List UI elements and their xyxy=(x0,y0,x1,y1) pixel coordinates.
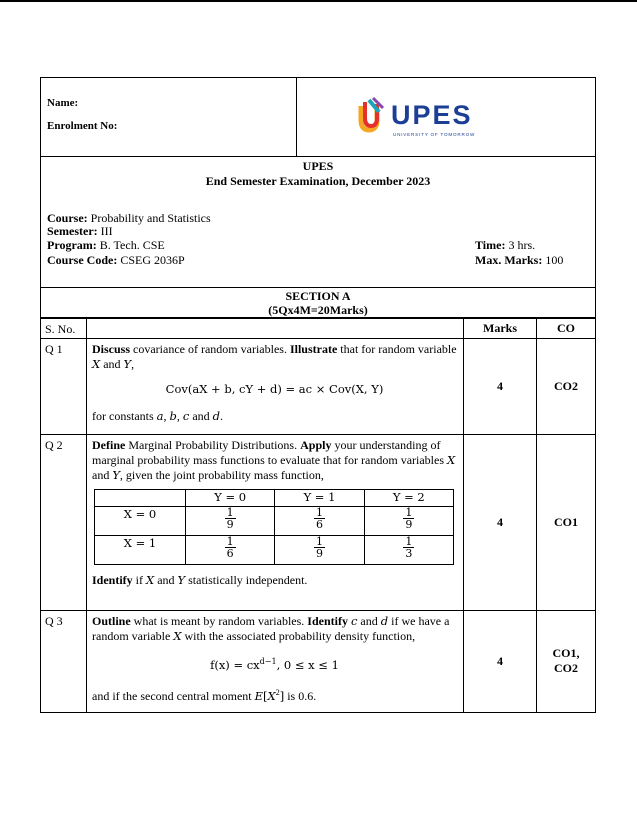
time-label: Time: xyxy=(475,238,506,252)
exam-paper xyxy=(40,77,596,713)
q1-equation: Cov(aX + b, cY + d) = ac × Cov(X, Y) xyxy=(165,382,384,396)
exam-details xyxy=(40,157,596,288)
q1-text: and xyxy=(100,357,124,371)
fraction xyxy=(403,507,414,530)
course-code-line xyxy=(47,254,185,267)
q3-verb-identify: Identify xyxy=(307,614,348,628)
table-row xyxy=(41,339,596,435)
co-header: CO xyxy=(537,319,596,339)
denominator: 6 xyxy=(315,518,323,531)
q2-text: Marginal Probability Distributions. xyxy=(125,438,301,452)
q3-footer: and if the second central moment $E[X^2]$ is 0.6. xyxy=(92,687,317,703)
program-value: B. Tech. CSE xyxy=(99,238,165,252)
q3-equation-exponent: d−1 xyxy=(259,657,277,666)
joint-col-header: Y = 1 xyxy=(275,490,364,507)
student-info xyxy=(41,78,297,156)
q1-text: that for random variable xyxy=(337,342,457,356)
denominator: 9 xyxy=(315,547,323,560)
denominator: 9 xyxy=(226,518,234,531)
q1-verb-discuss: Discuss xyxy=(92,342,131,356)
denominator: 9 xyxy=(405,518,413,531)
section-title: SECTION A xyxy=(285,289,351,303)
joint-cell xyxy=(275,507,364,536)
q2-text: if xyxy=(132,573,147,587)
enrolment-label: Enrolment No: xyxy=(47,120,118,132)
denominator: 3 xyxy=(405,547,413,560)
course-label: Course: xyxy=(47,211,88,225)
program-line xyxy=(47,239,165,252)
joint-row-label: X = 1 xyxy=(95,536,186,565)
q2-text: , given the joint probability mass function, xyxy=(119,468,324,482)
q3-text: if we have a random variable xyxy=(92,614,450,643)
joint-cell xyxy=(186,536,275,565)
question-header xyxy=(87,319,464,339)
table-header-row xyxy=(41,319,596,339)
fraction xyxy=(225,536,236,559)
q3-equation xyxy=(92,654,457,673)
joint-table-row xyxy=(95,536,454,565)
joint-cell xyxy=(364,507,453,536)
time-value: 3 hrs. xyxy=(508,238,536,252)
joint-col-header: Y = 0 xyxy=(186,490,275,507)
fraction xyxy=(225,507,236,530)
q2-verb-define: Define xyxy=(92,438,126,452)
q2-footer: Identify if X and Y statistically independent. xyxy=(92,573,308,587)
fraction xyxy=(314,507,325,530)
marks-value: 4 xyxy=(464,435,537,611)
q1-footer: for constants a, b, c and d. xyxy=(92,409,224,423)
q1-verb-illustrate: Illustrate xyxy=(289,342,338,356)
upes-logo xyxy=(355,94,485,140)
table-row xyxy=(41,611,596,713)
q2-verb-identify: Identify xyxy=(92,573,133,587)
numerator: 1 xyxy=(405,535,413,548)
q3-equation-range: , 0 ≤ x ≤ 1 xyxy=(276,657,339,672)
top-rule xyxy=(0,0,637,2)
q3-footer-text: and if the second central moment xyxy=(92,688,255,703)
header-block xyxy=(40,77,596,157)
joint-table-header-row xyxy=(95,490,454,507)
co-value: CO1, CO2 xyxy=(537,611,596,713)
denominator: 6 xyxy=(226,547,234,560)
joint-row-label: X = 0 xyxy=(95,507,186,536)
fraction xyxy=(314,536,325,559)
q3-text: with the associated probability density function, xyxy=(181,629,416,643)
section-subtitle: (5Qx4M=20Marks) xyxy=(268,303,368,317)
max-marks-value: 100 xyxy=(545,253,564,267)
section-header xyxy=(40,288,596,318)
joint-cell xyxy=(186,507,275,536)
course-value: Probability and Statistics xyxy=(90,211,211,225)
semester-line xyxy=(47,225,113,238)
exam-title: End Semester Examination, December 2023 xyxy=(205,174,431,188)
max-marks-line xyxy=(475,254,563,267)
question-number: Q 2 xyxy=(41,435,87,611)
question-table xyxy=(40,318,596,713)
question-number: Q 1 xyxy=(41,339,87,435)
semester-label: Semester: xyxy=(47,224,98,238)
semester-value: III xyxy=(100,224,113,238)
q1-footer-text: for constants xyxy=(92,409,157,423)
joint-table-corner xyxy=(95,490,186,507)
exam-heading xyxy=(41,159,595,189)
joint-cell xyxy=(275,536,364,565)
table-row xyxy=(41,435,596,611)
max-marks-label: Max. Marks: xyxy=(475,253,543,267)
numerator: 1 xyxy=(226,535,234,548)
q2-text: your understanding of marginal probability mass functions to evaluate that for random variables xyxy=(92,438,448,467)
institution-name: UPES xyxy=(302,159,334,173)
question-text: Define Marginal Probability Distributions. Apply your understanding of marginal probability mass functions to evaluate that for random variables X and Y, given the joint probability mass function, Y = 0 Y = 1 Y = 2 X = 0 $\frac{1}{9}$ $\frac{1}{6}$ $\frac{1}{9}$ X = 1 $\frac{1}{6}$ $\frac{1}{9}$ $\frac{1}{3}$ Identify if X and Y statistically independent. xyxy=(87,435,464,611)
course-code-value: CSEG 2036P xyxy=(120,253,185,267)
joint-pmf-table xyxy=(94,489,454,565)
sno-header: S. No. xyxy=(41,319,87,339)
q2-text: statistically independent. xyxy=(185,573,308,587)
q3-equation-main: f(x) = cx xyxy=(210,657,260,672)
marks-value: 4 xyxy=(464,611,537,713)
logo-cell xyxy=(297,78,595,156)
numerator: 1 xyxy=(315,535,323,548)
name-label: Name: xyxy=(47,97,79,109)
numerator: 1 xyxy=(315,506,323,519)
q1-text: covariance of random variables. xyxy=(130,342,290,356)
marks-value: 4 xyxy=(464,339,537,435)
program-label: Program: xyxy=(47,238,97,252)
joint-table-row xyxy=(95,507,454,536)
co-value: CO1 xyxy=(537,435,596,611)
course-code-label: Course Code: xyxy=(47,253,118,267)
logo-tagline: UNIVERSITY OF TOMORROW xyxy=(393,132,476,137)
question-text: Outline what is meant by random variables. Identify c and d if we have a random variable X with the associated probability density function, $f(x) = cx^{d-1}$, 0 ≤ x ≤ 1 and if the second central moment $E[X^2]$ is 0.6. xyxy=(87,611,464,713)
co-value: CO2 xyxy=(537,339,596,435)
numerator: 1 xyxy=(405,506,413,519)
logo-wordmark: UPES xyxy=(391,100,473,130)
joint-cell xyxy=(364,536,453,565)
joint-col-header: Y = 2 xyxy=(364,490,453,507)
numerator: 1 xyxy=(226,506,234,519)
q3-footer-tail: is 0.6. xyxy=(284,688,317,703)
q2-verb-apply: Apply xyxy=(300,438,332,452)
time-line xyxy=(475,239,535,252)
fraction xyxy=(403,536,414,559)
question-text: Discuss covariance of random variables. Illustrate that for random variable X and Y, Cov(aX + b, cY + d) = ac × Cov(X, Y) for constants a, b, c and d. xyxy=(87,339,464,435)
question-number: Q 3 xyxy=(41,611,87,713)
q3-text: what is meant by random variables. xyxy=(130,614,308,628)
q3-verb-outline: Outline xyxy=(92,614,131,628)
marks-header: Marks xyxy=(464,319,537,339)
